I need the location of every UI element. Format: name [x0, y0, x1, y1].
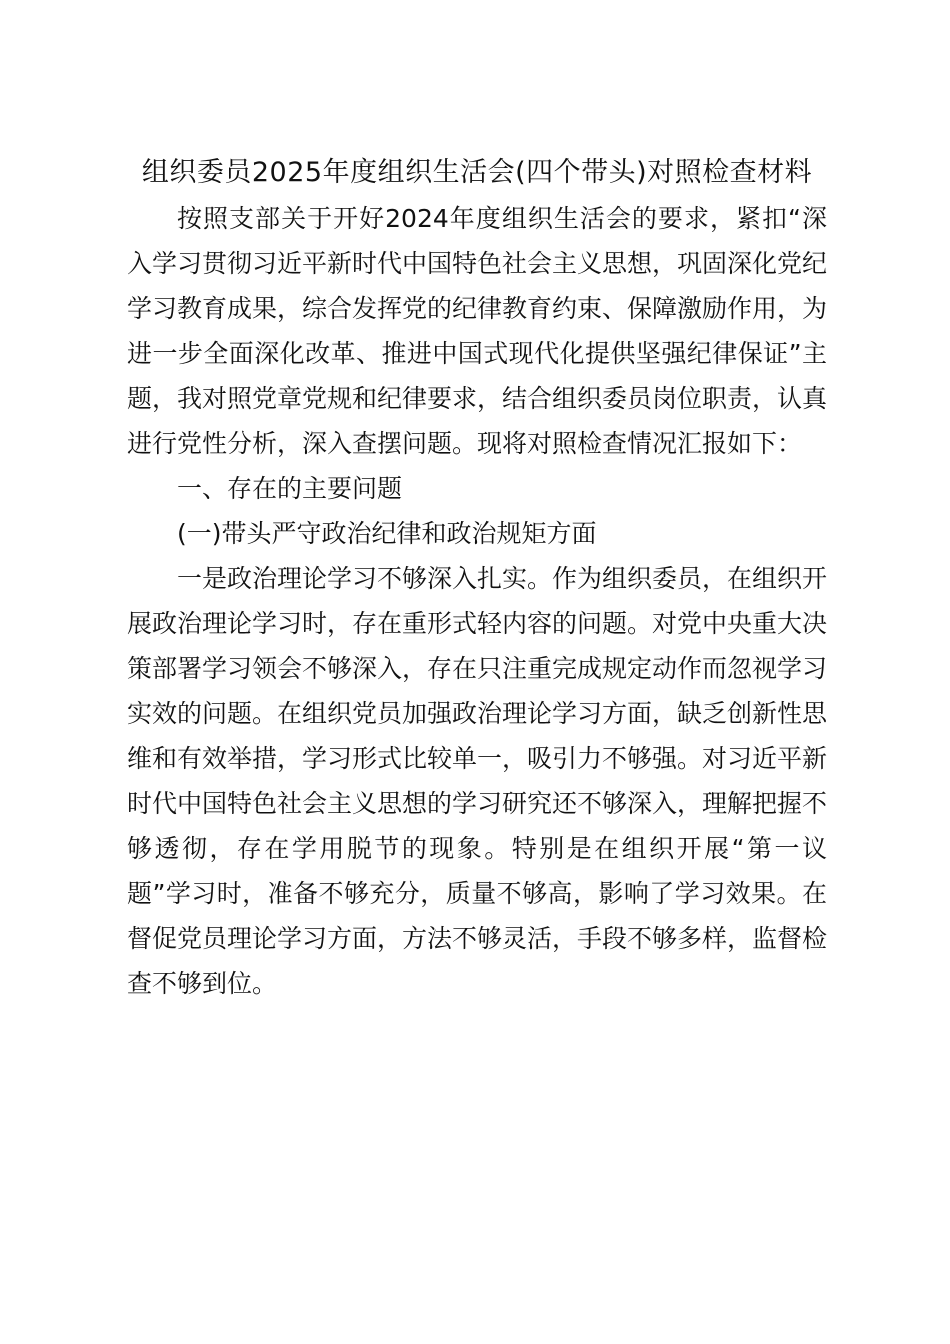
intro-paragraph: 按照支部关于开好2024年度组织生活会的要求，紧扣“深入学习贯彻习近平新时代中国特色社会主义思想，巩固深化党纪学习教育成果，综合发挥党的纪律教育约束、保障激励作用，为进一步全面深化改革、推进中国式现代化提供坚强纪律保证”主题，我对照党章党规和纪律要求，结合组织委员岗位职责，认真进行党性分析，深入查摆问题。现将对照检查情况汇报如下：	[127, 204, 828, 458]
section-heading: 一、存在的主要问题	[177, 474, 403, 503]
body-paragraph: 一是政治理论学习不够深入扎实。作为组织委员，在组织开展政治理论学习时，存在重形式轻内容的问题。对党中央重大决策部署学习领会不够深入，存在只注重完成规定动作而忽视学习实效的问题。在组织党员加强政治理论学习方面，缺乏创新性思维和有效举措，学习形式比较单一，吸引力不够强。对习近平新时代中国特色社会主义思想的学习研究还不够深入，理解把握不够透彻，存在学用脱节的现象。特别是在组织开展“第一议题”学习时，准备不够充分，质量不够高，影响了学习效果。在督促党员理论学习方面，方法不够灵活，手段不够多样，监督检查不够到位。	[127, 564, 828, 998]
document-page	[127, 150, 827, 1006]
subsection-heading: (一)带头严守政治纪律和政治规矩方面	[177, 519, 597, 548]
document-title: 组织委员2025年度组织生活会(四个带头)对照检查材料	[141, 157, 813, 188]
